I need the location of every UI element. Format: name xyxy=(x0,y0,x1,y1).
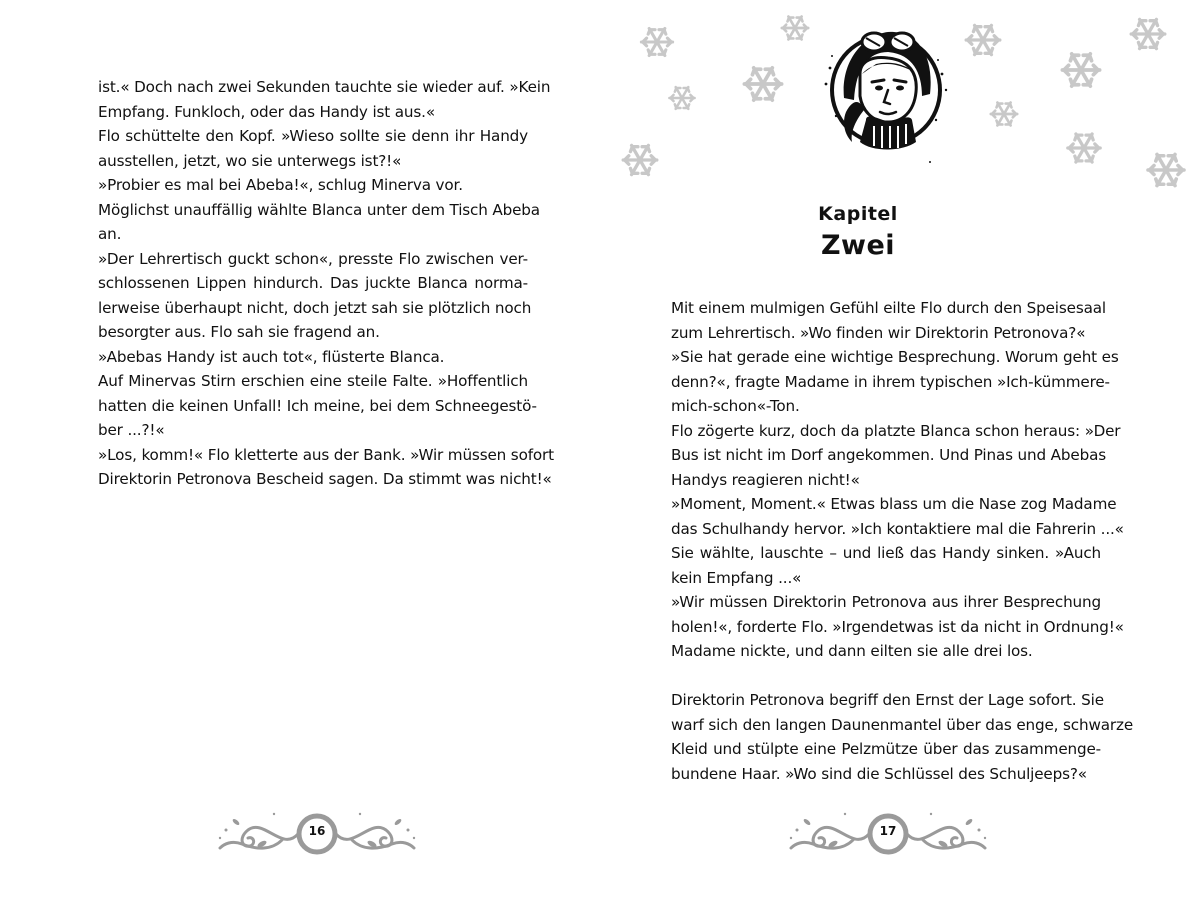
chapter-title: Zwei xyxy=(820,230,896,261)
text-line: »Moment, Moment.« Etwas blass um die Nase zog Madame xyxy=(671,495,1117,513)
text-line: holen!«, forderte Flo. »Irgendetwas ist da nicht in Ordnung!« xyxy=(671,617,1124,636)
text-line: »Der Lehrertisch guckt schon«, presste Flo zwischen ver- xyxy=(98,249,528,268)
text-line: Flo schüttelte den Kopf. »Wieso sollte sie denn ihr Handy xyxy=(98,127,528,145)
snowflake-icon xyxy=(1068,134,1100,162)
snowflake-icon xyxy=(991,103,1017,126)
page-number: 16 xyxy=(308,824,326,838)
text-line: Sie wählte, lauschte – und ließ das Handy sinken. »Auch xyxy=(671,544,1101,562)
text-line: »Sie hat gerade eine wichtige Besprechung. Worum geht es xyxy=(671,348,1119,366)
snowflake-icon xyxy=(966,25,1000,54)
page-number: 17 xyxy=(879,824,897,838)
text-line: warf sich den langen Daunenmantel über das enge, schwarze xyxy=(671,715,1134,734)
text-line: kein Empfang ...« xyxy=(671,568,802,587)
character-portrait-icon xyxy=(822,16,950,166)
text-line: schlossenen Lippen hindurch. Das juckte Blanca norma- xyxy=(98,274,528,292)
snowflake-icon xyxy=(1062,54,1099,86)
text-line: ist.« Doch nach zwei Sekunden tauchte sie wieder auf. »Kein xyxy=(98,78,551,96)
text-line: »Probier es mal bei Abeba!«, schlug Minerva vor. xyxy=(98,176,463,194)
snowflake-icon xyxy=(641,28,672,55)
chapter-kapitel-label: Kapitel xyxy=(818,203,898,225)
text-line: Direktorin Petronova begriff den Ernst der Lage sofort. Sie xyxy=(671,691,1104,709)
snowflake-icon xyxy=(1131,19,1165,48)
paragraph-gap xyxy=(671,664,1101,689)
text-line: »Los, komm!« Flo kletterte aus der Bank. »Wir müssen sofort xyxy=(98,445,554,464)
text-line: lerweise überhaupt nicht, doch jetzt sah sie plötzlich noch xyxy=(98,298,532,317)
text-line: ausstellen, jetzt, wo sie unterwegs ist?!« xyxy=(98,151,402,170)
text-line: »Wir müssen Direktorin Petronova aus ihrer Besprechung xyxy=(671,593,1101,611)
text-line: bundene Haar. »Wo sind die Schlüssel des Schuljeeps?« xyxy=(671,764,1087,783)
text-line: Madame nickte, und dann eilten sie alle drei los. xyxy=(671,642,1033,660)
snowflake-icon xyxy=(744,68,781,100)
page-ornament-right xyxy=(783,800,993,864)
snowflake-icon xyxy=(782,17,808,40)
right-page xyxy=(600,0,1200,908)
text-line: Empfang. Funkloch, oder das Handy ist aus.« xyxy=(98,102,435,121)
right-page-text xyxy=(671,296,1134,786)
text-line: das Schulhandy hervor. »Ich kontaktiere mal die Fahrerin ...« xyxy=(671,519,1124,538)
text-line: hatten die keinen Unfall! Ich meine, bei dem Schneegestö- xyxy=(98,396,537,415)
text-line: Kleid und stülpte eine Pelzmütze über das zusammenge- xyxy=(671,740,1101,758)
snowflake-icon xyxy=(669,87,694,109)
text-line: zum Lehrertisch. »Wo finden wir Direktorin Petronova?« xyxy=(671,323,1086,342)
text-line: ber ...?!« xyxy=(98,421,165,439)
page-ornament-left xyxy=(212,800,422,864)
snowflake-icon xyxy=(623,145,657,174)
snowflake-icon xyxy=(1148,154,1184,185)
text-line: Mit einem mulmigen Gefühl eilte Flo durch den Speisesaal xyxy=(671,299,1106,317)
text-line: Flo zögerte kurz, doch da platzte Blanca schon heraus: »Der xyxy=(671,421,1121,440)
text-line: »Abebas Handy ist auch tot«, flüsterte Blanca. xyxy=(98,347,445,366)
text-line: denn?«, fragte Madame in ihrem typischen »Ich-kümmere- xyxy=(671,372,1110,391)
text-line: an. xyxy=(98,225,122,243)
text-line: Bus ist nicht im Dorf angekommen. Und Pinas und Abebas xyxy=(671,446,1107,464)
text-line: besorgter aus. Flo sah sie fragend an. xyxy=(98,323,380,341)
text-line: Möglichst unauffällig wählte Blanca unter dem Tisch Abeba xyxy=(98,200,540,219)
text-line: Auf Minervas Stirn erschien eine steile Falte. »Hoffentlich xyxy=(98,372,528,390)
left-page-text xyxy=(98,75,554,492)
text-line: Handys reagieren nicht!« xyxy=(671,470,860,489)
text-line: mich-schon«-Ton. xyxy=(671,397,800,415)
text-line: Direktorin Petronova Bescheid sagen. Da stimmt was nicht!« xyxy=(98,470,552,488)
